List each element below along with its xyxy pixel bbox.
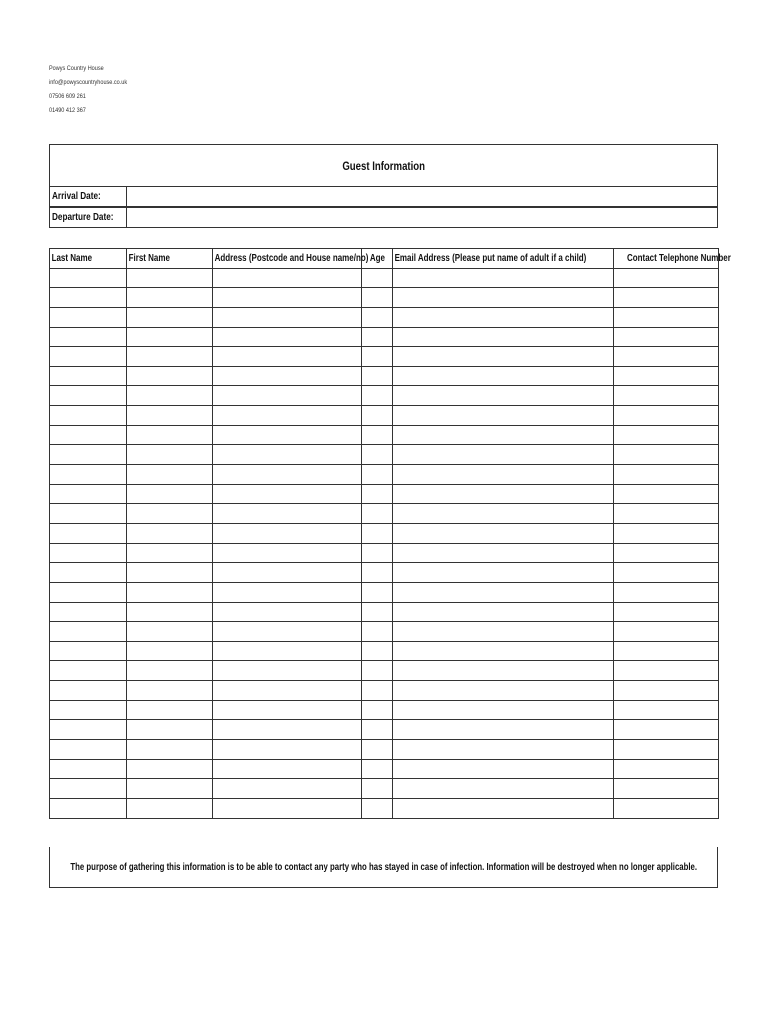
cell-telephone[interactable]: [614, 484, 719, 504]
business-phone-2: 01490 412 367: [49, 107, 86, 114]
cell-last-name[interactable]: [50, 582, 127, 602]
cell-telephone[interactable]: [614, 602, 719, 622]
cell-email[interactable]: [393, 327, 614, 347]
cell-last-name[interactable]: [50, 798, 127, 818]
cell-age[interactable]: [362, 445, 393, 465]
table-row: [50, 288, 719, 308]
cell-first-name[interactable]: [127, 504, 213, 524]
business-phone-1: 07506 609 261: [49, 93, 86, 100]
cell-address[interactable]: [213, 700, 362, 720]
cell-first-name[interactable]: [127, 720, 213, 740]
cell-address[interactable]: [213, 386, 362, 406]
table-row: [50, 504, 719, 524]
cell-telephone[interactable]: [614, 798, 719, 818]
cell-last-name[interactable]: [50, 465, 127, 485]
cell-email[interactable]: [393, 563, 614, 583]
cell-first-name[interactable]: [127, 406, 213, 426]
cell-email[interactable]: [393, 268, 614, 288]
departure-date-field[interactable]: [127, 208, 717, 227]
cell-email[interactable]: [393, 641, 614, 661]
cell-age[interactable]: [362, 759, 393, 779]
business-email: info@powyscountryhouse.co.uk: [49, 79, 128, 86]
cell-last-name[interactable]: [50, 288, 127, 308]
cell-last-name[interactable]: [50, 543, 127, 563]
cell-address[interactable]: [213, 307, 362, 327]
arrival-date-row: [49, 186, 718, 207]
form-title: Guest Information: [342, 158, 425, 173]
cell-age[interactable]: [362, 720, 393, 740]
cell-last-name[interactable]: [50, 563, 127, 583]
cell-telephone[interactable]: [614, 563, 719, 583]
table-row: [50, 681, 719, 701]
business-name: Powys Country House: [49, 65, 104, 72]
cell-telephone[interactable]: [614, 740, 719, 760]
cell-age[interactable]: [362, 425, 393, 445]
cell-age[interactable]: [362, 779, 393, 799]
cell-telephone[interactable]: [614, 661, 719, 681]
cell-email[interactable]: [393, 425, 614, 445]
cell-first-name[interactable]: [127, 641, 213, 661]
table-row: [50, 759, 719, 779]
cell-last-name[interactable]: [50, 641, 127, 661]
cell-telephone[interactable]: [614, 327, 719, 347]
cell-address[interactable]: [213, 347, 362, 367]
cell-age[interactable]: [362, 582, 393, 602]
footer-note: The purpose of gathering this information is to be able to contact any party who has stayed in case of infection. Information will be destroyed when no longer applicable.: [70, 861, 697, 873]
cell-first-name[interactable]: [127, 543, 213, 563]
cell-first-name[interactable]: [127, 288, 213, 308]
column-header-last-name: Last Name: [50, 249, 127, 269]
cell-telephone[interactable]: [614, 681, 719, 701]
table-row: [50, 484, 719, 504]
cell-first-name[interactable]: [127, 347, 213, 367]
cell-age[interactable]: [362, 307, 393, 327]
cell-telephone[interactable]: [614, 720, 719, 740]
cell-address[interactable]: [213, 563, 362, 583]
cell-telephone[interactable]: [614, 465, 719, 485]
cell-first-name[interactable]: [127, 523, 213, 543]
cell-first-name[interactable]: [127, 307, 213, 327]
cell-email[interactable]: [393, 406, 614, 426]
cell-telephone[interactable]: [614, 425, 719, 445]
cell-last-name[interactable]: [50, 445, 127, 465]
table-row: [50, 563, 719, 583]
table-row: [50, 700, 719, 720]
table-row: [50, 386, 719, 406]
cell-address[interactable]: [213, 366, 362, 386]
cell-email[interactable]: [393, 602, 614, 622]
cell-telephone[interactable]: [614, 386, 719, 406]
cell-address[interactable]: [213, 425, 362, 445]
cell-telephone[interactable]: [614, 406, 719, 426]
table-row: [50, 366, 719, 386]
table-row: [50, 347, 719, 367]
cell-address[interactable]: [213, 681, 362, 701]
cell-email[interactable]: [393, 465, 614, 485]
column-header-age: Age: [362, 249, 393, 269]
contact-block: [49, 62, 141, 118]
cell-last-name[interactable]: [50, 347, 127, 367]
cell-email[interactable]: [393, 740, 614, 760]
guest-table: [49, 248, 731, 819]
cell-address[interactable]: [213, 740, 362, 760]
cell-last-name[interactable]: [50, 779, 127, 799]
cell-last-name[interactable]: [50, 268, 127, 288]
cell-last-name[interactable]: [50, 602, 127, 622]
table-row: [50, 268, 719, 288]
cell-last-name[interactable]: [50, 386, 127, 406]
cell-age[interactable]: [362, 484, 393, 504]
cell-telephone[interactable]: [614, 445, 719, 465]
cell-last-name[interactable]: [50, 523, 127, 543]
cell-last-name[interactable]: [50, 759, 127, 779]
cell-age[interactable]: [362, 347, 393, 367]
cell-age[interactable]: [362, 366, 393, 386]
cell-last-name[interactable]: [50, 425, 127, 445]
cell-email[interactable]: [393, 386, 614, 406]
cell-email[interactable]: [393, 622, 614, 642]
cell-email[interactable]: [393, 366, 614, 386]
cell-last-name[interactable]: [50, 504, 127, 524]
cell-email[interactable]: [393, 288, 614, 308]
cell-telephone[interactable]: [614, 759, 719, 779]
cell-email[interactable]: [393, 700, 614, 720]
cell-first-name[interactable]: [127, 366, 213, 386]
cell-first-name[interactable]: [127, 563, 213, 583]
cell-email[interactable]: [393, 484, 614, 504]
cell-email[interactable]: [393, 307, 614, 327]
cell-address[interactable]: [213, 327, 362, 347]
table-header-row: [50, 249, 719, 269]
cell-age[interactable]: [362, 465, 393, 485]
cell-address[interactable]: [213, 288, 362, 308]
table-row: [50, 543, 719, 563]
cell-first-name[interactable]: [127, 465, 213, 485]
table-row: [50, 465, 719, 485]
table-row: [50, 641, 719, 661]
cell-email[interactable]: [393, 720, 614, 740]
cell-age[interactable]: [362, 641, 393, 661]
cell-last-name[interactable]: [50, 366, 127, 386]
cell-first-name[interactable]: [127, 661, 213, 681]
cell-last-name[interactable]: [50, 327, 127, 347]
cell-first-name[interactable]: [127, 681, 213, 701]
table-row: [50, 720, 719, 740]
cell-first-name[interactable]: [127, 582, 213, 602]
cell-first-name[interactable]: [127, 700, 213, 720]
cell-telephone[interactable]: [614, 504, 719, 524]
cell-first-name[interactable]: [127, 268, 213, 288]
cell-age[interactable]: [362, 543, 393, 563]
cell-age[interactable]: [362, 288, 393, 308]
cell-address[interactable]: [213, 641, 362, 661]
form-title-box: [49, 144, 718, 187]
cell-address[interactable]: [213, 779, 362, 799]
column-header-email: Email Address (Please put name of adult if a child): [393, 249, 614, 269]
cell-first-name[interactable]: [127, 759, 213, 779]
cell-last-name[interactable]: [50, 720, 127, 740]
cell-email[interactable]: [393, 445, 614, 465]
cell-age[interactable]: [362, 268, 393, 288]
cell-address[interactable]: [213, 543, 362, 563]
departure-date-label: Departure Date:: [50, 208, 127, 227]
cell-last-name[interactable]: [50, 661, 127, 681]
cell-email[interactable]: [393, 779, 614, 799]
cell-address[interactable]: [213, 602, 362, 622]
cell-address[interactable]: [213, 582, 362, 602]
cell-first-name[interactable]: [127, 425, 213, 445]
table-row: [50, 661, 719, 681]
arrival-date-field[interactable]: [127, 187, 717, 206]
departure-date-row: [49, 207, 718, 228]
cell-age[interactable]: [362, 798, 393, 818]
column-header-first-name: First Name: [127, 249, 213, 269]
table-row: [50, 602, 719, 622]
cell-first-name[interactable]: [127, 445, 213, 465]
cell-age[interactable]: [362, 622, 393, 642]
table-row: [50, 327, 719, 347]
cell-first-name[interactable]: [127, 622, 213, 642]
cell-first-name[interactable]: [127, 779, 213, 799]
cell-telephone[interactable]: [614, 366, 719, 386]
table-row: [50, 307, 719, 327]
cell-email[interactable]: [393, 582, 614, 602]
cell-email[interactable]: [393, 759, 614, 779]
cell-telephone[interactable]: [614, 622, 719, 642]
cell-address[interactable]: [213, 445, 362, 465]
footer-note-box: [49, 847, 718, 888]
cell-first-name[interactable]: [127, 386, 213, 406]
table-row: [50, 622, 719, 642]
cell-address[interactable]: [213, 759, 362, 779]
column-header-address: Address (Postcode and House name/no): [213, 249, 362, 269]
arrival-date-label: Arrival Date:: [50, 187, 127, 206]
cell-email[interactable]: [393, 543, 614, 563]
cell-first-name[interactable]: [127, 602, 213, 622]
cell-email[interactable]: [393, 798, 614, 818]
cell-telephone[interactable]: [614, 307, 719, 327]
cell-last-name[interactable]: [50, 740, 127, 760]
cell-age[interactable]: [362, 661, 393, 681]
cell-age[interactable]: [362, 602, 393, 622]
table-row: [50, 523, 719, 543]
cell-telephone[interactable]: [614, 779, 719, 799]
cell-telephone[interactable]: [614, 582, 719, 602]
cell-address[interactable]: [213, 484, 362, 504]
table-row: [50, 425, 719, 445]
cell-age[interactable]: [362, 740, 393, 760]
cell-address[interactable]: [213, 268, 362, 288]
table-row: [50, 798, 719, 818]
cell-age[interactable]: [362, 406, 393, 426]
table-row: [50, 779, 719, 799]
cell-last-name[interactable]: [50, 406, 127, 426]
cell-last-name[interactable]: [50, 700, 127, 720]
cell-first-name[interactable]: [127, 798, 213, 818]
cell-last-name[interactable]: [50, 681, 127, 701]
cell-first-name[interactable]: [127, 740, 213, 760]
cell-age[interactable]: [362, 504, 393, 524]
cell-telephone[interactable]: [614, 641, 719, 661]
cell-age[interactable]: [362, 523, 393, 543]
table-row: [50, 740, 719, 760]
cell-address[interactable]: [213, 406, 362, 426]
cell-email[interactable]: [393, 661, 614, 681]
cell-telephone[interactable]: [614, 288, 719, 308]
cell-telephone[interactable]: [614, 523, 719, 543]
cell-address[interactable]: [213, 465, 362, 485]
cell-last-name[interactable]: [50, 622, 127, 642]
cell-age[interactable]: [362, 563, 393, 583]
cell-last-name[interactable]: [50, 307, 127, 327]
cell-age[interactable]: [362, 386, 393, 406]
cell-telephone[interactable]: [614, 268, 719, 288]
table-row: [50, 445, 719, 465]
cell-address[interactable]: [213, 504, 362, 524]
cell-telephone[interactable]: [614, 347, 719, 367]
table-row: [50, 406, 719, 426]
cell-first-name[interactable]: [127, 327, 213, 347]
cell-email[interactable]: [393, 504, 614, 524]
table-row: [50, 582, 719, 602]
cell-email[interactable]: [393, 681, 614, 701]
cell-address[interactable]: [213, 720, 362, 740]
column-header-telephone: Contact Telephone Number: [614, 249, 719, 269]
cell-age[interactable]: [362, 681, 393, 701]
cell-address[interactable]: [213, 523, 362, 543]
cell-email[interactable]: [393, 523, 614, 543]
cell-email[interactable]: [393, 347, 614, 367]
cell-telephone[interactable]: [614, 543, 719, 563]
cell-last-name[interactable]: [50, 484, 127, 504]
cell-address[interactable]: [213, 622, 362, 642]
cell-age[interactable]: [362, 700, 393, 720]
cell-address[interactable]: [213, 798, 362, 818]
cell-address[interactable]: [213, 661, 362, 681]
cell-age[interactable]: [362, 327, 393, 347]
cell-first-name[interactable]: [127, 484, 213, 504]
cell-telephone[interactable]: [614, 700, 719, 720]
